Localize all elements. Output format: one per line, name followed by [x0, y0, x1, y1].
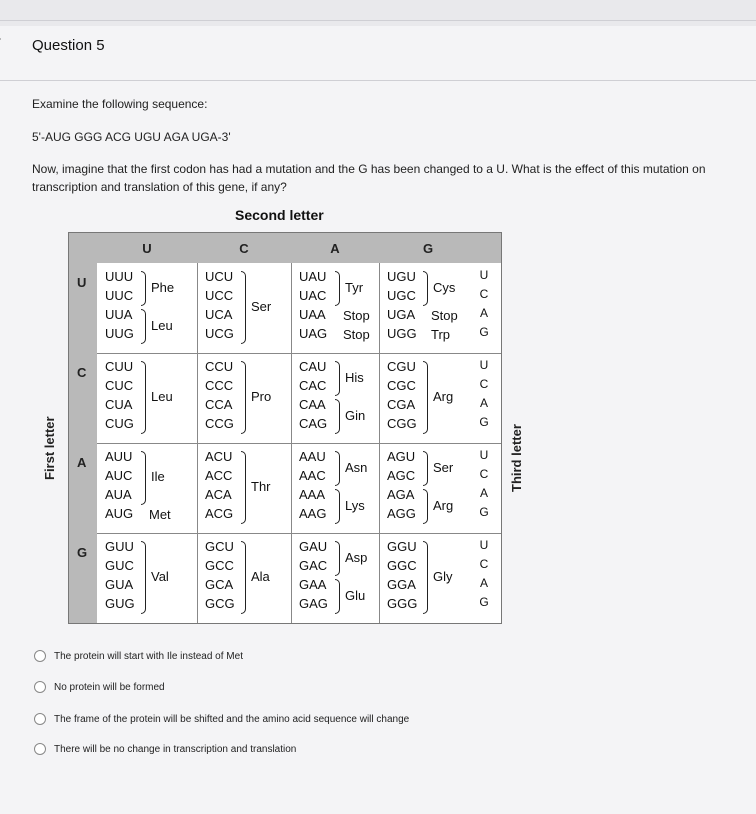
- codon: AUG: [105, 506, 134, 521]
- codon: UAU: [299, 269, 327, 284]
- amino-acid: Met: [149, 507, 171, 522]
- second-letter-label: Second letter: [235, 207, 324, 223]
- codon: AAG: [299, 506, 327, 521]
- amino-acid: Stop: [431, 308, 458, 323]
- third-letter: U: [479, 358, 489, 372]
- brace: [141, 541, 146, 614]
- answer-option-label: There will be no change in transcription and translation: [54, 743, 297, 755]
- third-letter: A: [479, 306, 488, 320]
- codon: AAC: [299, 468, 326, 483]
- brace: [423, 361, 428, 434]
- brace: [423, 541, 428, 614]
- column-header: C: [239, 241, 249, 256]
- radio-button[interactable]: [34, 681, 46, 693]
- amino-acid: Glu: [345, 587, 366, 603]
- codon: CGG: [387, 416, 417, 431]
- codon: UUG: [105, 326, 134, 341]
- codon: UAC: [299, 288, 327, 303]
- codon: ACC: [205, 468, 233, 483]
- column-header: G: [422, 241, 434, 256]
- codon: UCU: [205, 269, 234, 284]
- amino-acid: His: [345, 369, 364, 385]
- brace: [241, 361, 246, 434]
- codon: ACG: [205, 506, 234, 521]
- amino-acid: Ala: [251, 568, 270, 584]
- prompt-text: transcription and translation of this gene, if any?: [32, 180, 287, 194]
- third-letter: U: [479, 448, 489, 462]
- column-header: A: [330, 241, 340, 256]
- row-header: U: [77, 275, 87, 290]
- radio-button[interactable]: [34, 713, 46, 725]
- brace: [423, 271, 428, 306]
- answer-option-label: The frame of the protein will be shifted and the amino acid sequence will change: [54, 713, 410, 725]
- amino-acid: Val: [151, 568, 169, 584]
- codon: ACU: [205, 449, 233, 464]
- divider: [0, 80, 756, 81]
- third-letter: A: [479, 486, 488, 500]
- third-letter: A: [479, 396, 488, 410]
- brace: [241, 451, 246, 524]
- third-letter: C: [479, 377, 489, 391]
- amino-acid: Phe: [151, 279, 175, 295]
- third-letter: G: [479, 325, 489, 339]
- amino-acid: Tyr: [345, 279, 364, 295]
- codon: CGA: [387, 397, 416, 412]
- brace: [335, 579, 340, 614]
- codon: CUC: [105, 378, 134, 393]
- third-letter: C: [479, 287, 489, 301]
- answer-option-label: No protein will be formed: [54, 681, 165, 693]
- codon: UUC: [105, 288, 134, 303]
- codon: GGC: [387, 558, 417, 573]
- amino-acid: Stop: [343, 327, 370, 342]
- third-letter-label: Third letter: [509, 424, 524, 492]
- codon: AUC: [105, 468, 133, 483]
- brace: [423, 451, 428, 486]
- codon: CGC: [387, 378, 416, 393]
- codon: UGU: [387, 269, 416, 284]
- codon: AGG: [387, 506, 416, 521]
- codon: GGA: [387, 577, 416, 592]
- codon: UCC: [205, 288, 234, 303]
- third-letter: C: [479, 557, 489, 571]
- codon: AUU: [105, 449, 133, 464]
- codon: ACA: [205, 487, 232, 502]
- codon: GUC: [105, 558, 134, 573]
- brace: [141, 451, 146, 505]
- amino-acid: Asp: [345, 549, 368, 565]
- codon: GCU: [205, 539, 234, 554]
- amino-acid: Ser: [251, 298, 272, 314]
- brace: [141, 361, 146, 434]
- brace: [423, 489, 428, 524]
- radio-button[interactable]: [34, 743, 46, 755]
- top-bar: [0, 0, 756, 26]
- codon: UCG: [205, 326, 234, 341]
- codon: AAU: [299, 449, 326, 464]
- third-letter: U: [479, 268, 489, 282]
- divider: [0, 20, 756, 21]
- row-header: C: [77, 365, 87, 380]
- amino-acid: Arg: [433, 388, 454, 404]
- row-header-column: [69, 263, 97, 623]
- codon: GUU: [105, 539, 134, 554]
- grid-line: [97, 443, 501, 444]
- codon: AAA: [299, 487, 326, 502]
- codon: UAA: [299, 307, 326, 322]
- third-letter: G: [479, 415, 489, 429]
- codon: AGA: [387, 487, 415, 502]
- codon: UUU: [105, 269, 134, 284]
- brace: [335, 361, 340, 396]
- answer-option[interactable]: [34, 681, 165, 693]
- brace: [335, 271, 340, 306]
- codon: AGU: [387, 449, 416, 464]
- codon: GCA: [205, 577, 234, 592]
- codon: AUA: [105, 487, 132, 502]
- amino-acid: Ser: [433, 459, 454, 475]
- codon: GUG: [105, 596, 135, 611]
- codon: GCC: [205, 558, 234, 573]
- codon: GAC: [299, 558, 328, 573]
- codon: CAC: [299, 378, 327, 393]
- codon: CAU: [299, 359, 327, 374]
- brace: [335, 451, 340, 486]
- prompt-text: Now, imagine that the first codon has had a mutation and the G has been changed to a U. What is the effect of this mutation on: [32, 162, 706, 176]
- codon: UGG: [387, 326, 417, 341]
- brace: [241, 541, 246, 614]
- brace: [141, 309, 146, 344]
- amino-acid: Thr: [251, 478, 271, 494]
- amino-acid: Asn: [345, 459, 368, 475]
- amino-acid: Cys: [433, 279, 456, 295]
- codon: GGU: [387, 539, 417, 554]
- codon: CUU: [105, 359, 134, 374]
- codon: GGG: [387, 596, 418, 611]
- amino-acid: Ile: [151, 469, 165, 484]
- sequence-text: 5'-AUG GGG ACG UGU AGA UGA-3': [32, 130, 231, 144]
- row-header: A: [77, 455, 87, 470]
- codon: UUA: [105, 307, 133, 322]
- amino-acid: Stop: [343, 308, 370, 323]
- prompt-text: Examine the following sequence:: [32, 97, 208, 111]
- codon: UGA: [387, 307, 416, 322]
- answer-option-label: The protein will start with Ile instead of Met: [54, 650, 243, 662]
- radio-button[interactable]: [34, 650, 46, 662]
- codon: GUA: [105, 577, 134, 592]
- codon: CUG: [105, 416, 134, 431]
- codon: GAG: [299, 596, 328, 611]
- brace: [141, 271, 146, 306]
- third-letter: U: [479, 538, 489, 552]
- codon: CCC: [205, 378, 234, 393]
- codon: GAU: [299, 539, 328, 554]
- codon: GAA: [299, 577, 327, 592]
- brace: [335, 541, 340, 576]
- brace: [335, 489, 340, 524]
- third-letter: G: [479, 505, 489, 519]
- amino-acid: Pro: [251, 388, 272, 404]
- answer-option[interactable]: [34, 743, 296, 755]
- question-title: Question 5: [32, 37, 105, 54]
- amino-acid: Lys: [345, 497, 365, 513]
- codon: CCU: [205, 359, 234, 374]
- amino-acid: Gin: [345, 407, 366, 423]
- answer-option[interactable]: [34, 650, 243, 662]
- amino-acid: Leu: [151, 388, 173, 404]
- third-letter: A: [479, 576, 488, 590]
- amino-acid: Trp: [431, 327, 451, 342]
- brace: [241, 271, 246, 344]
- amino-acid: Arg: [433, 497, 454, 513]
- codon: CGU: [387, 359, 416, 374]
- codon: CCA: [205, 397, 233, 412]
- amino-acid: Leu: [151, 317, 173, 333]
- chevron-right-icon[interactable]: [0, 30, 1, 48]
- first-letter-label: First letter: [42, 416, 57, 480]
- row-header: G: [77, 545, 88, 560]
- grid-line: [97, 353, 501, 354]
- codon-table: [68, 232, 502, 624]
- column-header: U: [142, 241, 152, 256]
- brace: [335, 399, 340, 434]
- codon: UGC: [387, 288, 416, 303]
- codon: CUA: [105, 397, 133, 412]
- codon: CAA: [299, 397, 326, 412]
- answer-option[interactable]: [34, 713, 409, 725]
- codon: AGC: [387, 468, 416, 483]
- grid-line: [97, 533, 501, 534]
- codon: GCG: [205, 596, 235, 611]
- amino-acid: Gly: [433, 568, 453, 584]
- codon: UCA: [205, 307, 233, 322]
- third-letter: C: [479, 467, 489, 481]
- codon: CAG: [299, 416, 328, 431]
- codon: UAG: [299, 326, 328, 341]
- third-letter: G: [479, 595, 489, 609]
- codon: CCG: [205, 416, 234, 431]
